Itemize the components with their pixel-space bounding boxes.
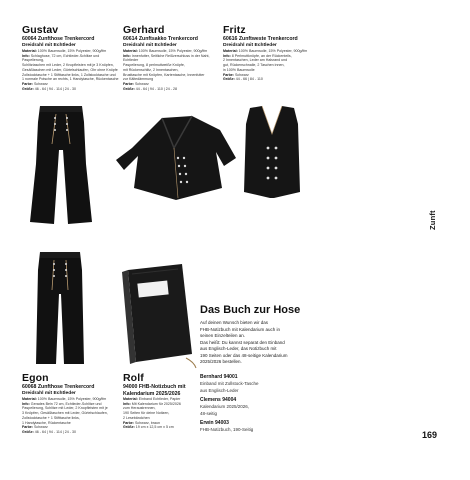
product-gustav: [22, 24, 122, 91]
book-item-line: FHB-Notizbuch, 190-Seitig: [200, 427, 254, 432]
book-item-bernhard: [200, 374, 300, 394]
book-paragraph-line: 190 Seiten oder das 48-seitige Kalendarium: [200, 352, 288, 358]
spec-value: Schwarz, braun: [134, 420, 160, 425]
book-item-title: Clemens 94004: [200, 397, 237, 403]
spec-value: Gerades Bein 72 cm, Echtleder-Schlitze und: [30, 401, 102, 406]
spec-value: Schwarz: [234, 72, 249, 77]
spec-label: Material:: [22, 397, 38, 401]
spec-line: [22, 430, 122, 435]
spec-value: Schwarz: [134, 81, 149, 86]
product-subtitle: Dreidrahl mit Echtleder: [123, 42, 177, 48]
product-specs: [123, 49, 223, 91]
spec-value: zur Kältedämmung: [123, 77, 154, 82]
spec-value: 100% Baumwolle, 15% Polyester, 900g/lfm: [37, 49, 107, 53]
spec-label: Material:: [22, 49, 38, 53]
spec-value: 100% Baumwolle, 15% Polyester, 900g/lfm: [138, 49, 208, 53]
spec-label: Info:: [123, 53, 132, 58]
fritz-vest-image: [242, 104, 302, 200]
spec-label: Farbe:: [22, 81, 34, 86]
spec-value: gut, Rückenschnalle, 2 Taschen innen,: [223, 63, 285, 68]
spec-line: [223, 77, 323, 82]
book-item-line: 48-seitig: [200, 410, 218, 416]
product-article: 60614 Zunftsakko Trenkercord: [123, 36, 198, 42]
spec-value: 1 Handytasche, Rückentasche: [22, 420, 71, 425]
spec-line: [123, 425, 201, 430]
spec-value: mit Rückenschlitz, 2 Innentaschen,: [123, 67, 179, 72]
product-subtitle: Dreidrahl mit Echtleder: [22, 42, 76, 48]
spec-value: Schwarz: [33, 425, 48, 430]
spec-value: Zollstocktasche + 1 Stifttasche links,: [22, 415, 80, 420]
spec-value: Schwarz: [33, 81, 48, 86]
product-name: Fritz: [223, 24, 246, 36]
spec-label: Farbe:: [22, 425, 34, 430]
spec-value: 1 normale Potsche an rechts, 1 Handytasche, Rückentasche: [22, 77, 119, 82]
product-name: Rolf: [123, 372, 144, 384]
spec-value: 100% Baumwolle, 15% Polyester, 900g/lfm: [37, 397, 107, 401]
spec-label: Farbe:: [123, 81, 135, 86]
spec-label: Größe:: [22, 86, 35, 91]
spec-label: Größe:: [223, 77, 236, 82]
spec-value: 46 - 64 | 94 - 114 | 24 - 30: [34, 429, 76, 434]
spec-value: 2 Lesebändchen: [123, 415, 150, 420]
book-paragraph-line: Das heißt: Du kannst separat den Einband: [200, 339, 285, 345]
spec-value: Mit Kalendarium für 2025/2026: [131, 401, 181, 406]
spec-label: Material:: [223, 49, 239, 53]
book-title: Das Buch zur Hose: [200, 304, 301, 316]
spec-label: Farbe:: [123, 420, 135, 425]
spec-value: 190 Seiten für deine Notizen,: [123, 411, 170, 416]
book-paragraph: [200, 320, 330, 366]
gerhard-jacket-image: [112, 108, 240, 202]
spec-label: Größe:: [123, 425, 136, 430]
spec-value: 46 - 64 | 94 - 114 | 24 - 30: [34, 86, 76, 91]
spec-value: 19 cm x 12,5 cm x 5 cm: [135, 425, 174, 430]
book-paragraph-line: 2025/2026 bestellen.: [200, 359, 242, 364]
product-specs: [22, 49, 122, 91]
spec-value: Schlitztaschen mit Leder, 2 Knopfleisten mit je 3 Knöpfen,: [22, 63, 114, 68]
section-side-label: Zunft: [428, 210, 437, 230]
spec-label: Info:: [22, 53, 31, 58]
book-paragraph-line: seinen Einzelteilen an.: [200, 333, 246, 338]
spec-label: Info:: [22, 401, 31, 406]
spec-value: 2 Innentaschen, Leder am Halsrand und: [223, 58, 288, 63]
product-name: Gustav: [22, 24, 59, 36]
spec-value: Zollstocktasche + 1 Stifttasche links, 1 Zollstocktasche und: [22, 72, 116, 77]
spec-value: 3 Knöpfen, Gesäßtaschen mit Leder, Gürtelschlaufen,: [22, 411, 108, 416]
book-item-line: Einband mit Zollstock-Tasche: [200, 381, 259, 386]
book-item-title: Bernhard 94001: [200, 374, 238, 380]
spec-value: 8 Perlmuttknöpfe, an der Rückenteils,: [231, 53, 292, 58]
book-item-title: Erwin 94003: [200, 420, 229, 426]
product-fritz: [223, 24, 323, 82]
page-number: 169: [422, 430, 438, 440]
book-paragraph-line: aus Englisch-Leder, das Notizbuch mit: [200, 346, 277, 351]
product-specs: [123, 397, 201, 430]
product-rolf: [123, 372, 201, 430]
spec-label: Material:: [123, 397, 139, 401]
spec-value: 44 - 64 | 94 - 110 | 24 - 28: [135, 86, 177, 91]
spec-value: Paspelierung, 8 perlmuttweiße Knöpfe,: [123, 63, 185, 68]
rolf-notebook-image: [116, 262, 198, 370]
spec-value: Schlaghose, 72 cm, Echtleder-Schlitze und Paspelierung,: [22, 53, 100, 63]
egon-trousers-image: [32, 250, 88, 366]
spec-line: [22, 54, 122, 63]
spec-value: Brusttasche mit Knöpfen, Kartentasche, Innenfutter: [123, 72, 205, 77]
book-paragraph-line: Auf deinen Wunsch bieten wir das: [200, 320, 268, 325]
book-item-line: aus Englisch-Leder: [200, 387, 239, 393]
spec-line: [123, 54, 223, 63]
spec-value: Innenfutter, Seitliche Reißverschluss in der Naht, Echtleder: [123, 53, 210, 63]
book-item-erwin: [200, 420, 300, 434]
spec-label: Info:: [223, 53, 232, 58]
spec-line: [123, 87, 223, 92]
product-specs: [22, 397, 122, 435]
product-egon: [22, 372, 122, 435]
spec-label: Info:: [123, 401, 132, 406]
book-section: [200, 304, 330, 366]
book-paragraph-line: FHB-Notizbuch mit Kalendarium auch in: [200, 326, 281, 332]
spec-value: zum Heraustrennen,: [123, 406, 156, 411]
product-gerhard: [123, 24, 223, 91]
product-article-line2: Kalendarium 2025/2026: [123, 390, 181, 397]
product-article: 60064 Zunfthose Trenkercord: [22, 36, 95, 42]
product-subtitle: Dreidrahl mit Echtleder: [22, 390, 76, 396]
book-item-line: Kalendarium 2025/2026,: [200, 404, 250, 409]
product-article: 60616 Zunftweste Trenkercord: [223, 36, 298, 42]
product-name: Egon: [22, 372, 49, 384]
spec-value: 44 - 66 | 84 - 110: [235, 77, 263, 82]
spec-value: 100% Baumwolle, 15% Polyester, 900g/lfm: [238, 49, 308, 53]
gustav-trousers-image: [28, 104, 94, 228]
spec-value: Gesäßtaschen mit Leder, Gürtelschlaufen, Ohr ohne Knöpfe: [22, 67, 118, 72]
spec-label: Größe:: [22, 429, 35, 434]
product-specs: [223, 49, 323, 82]
product-subtitle: Dreidrahl mit Echtleder: [223, 42, 277, 48]
spec-value: in 100% Baumwolle: [223, 67, 255, 72]
spec-label: Farbe:: [223, 72, 235, 77]
product-article: 94000 FHB-Notizbuch mit: [123, 384, 186, 390]
product-name: Gerhard: [123, 24, 165, 36]
spec-label: Größe:: [123, 86, 136, 91]
spec-label: Material:: [123, 49, 139, 53]
spec-value: Einband Echtleder, Papier: [138, 397, 181, 401]
spec-line: [22, 87, 122, 92]
book-items: [200, 374, 300, 434]
spec-value: Paspelierung, Schlitze mit Leder, 2 Knopfleisten mit je: [22, 406, 108, 411]
book-item-clemens: [200, 397, 300, 417]
product-article: 60068 Zunfthose Trenkercord: [22, 384, 95, 390]
